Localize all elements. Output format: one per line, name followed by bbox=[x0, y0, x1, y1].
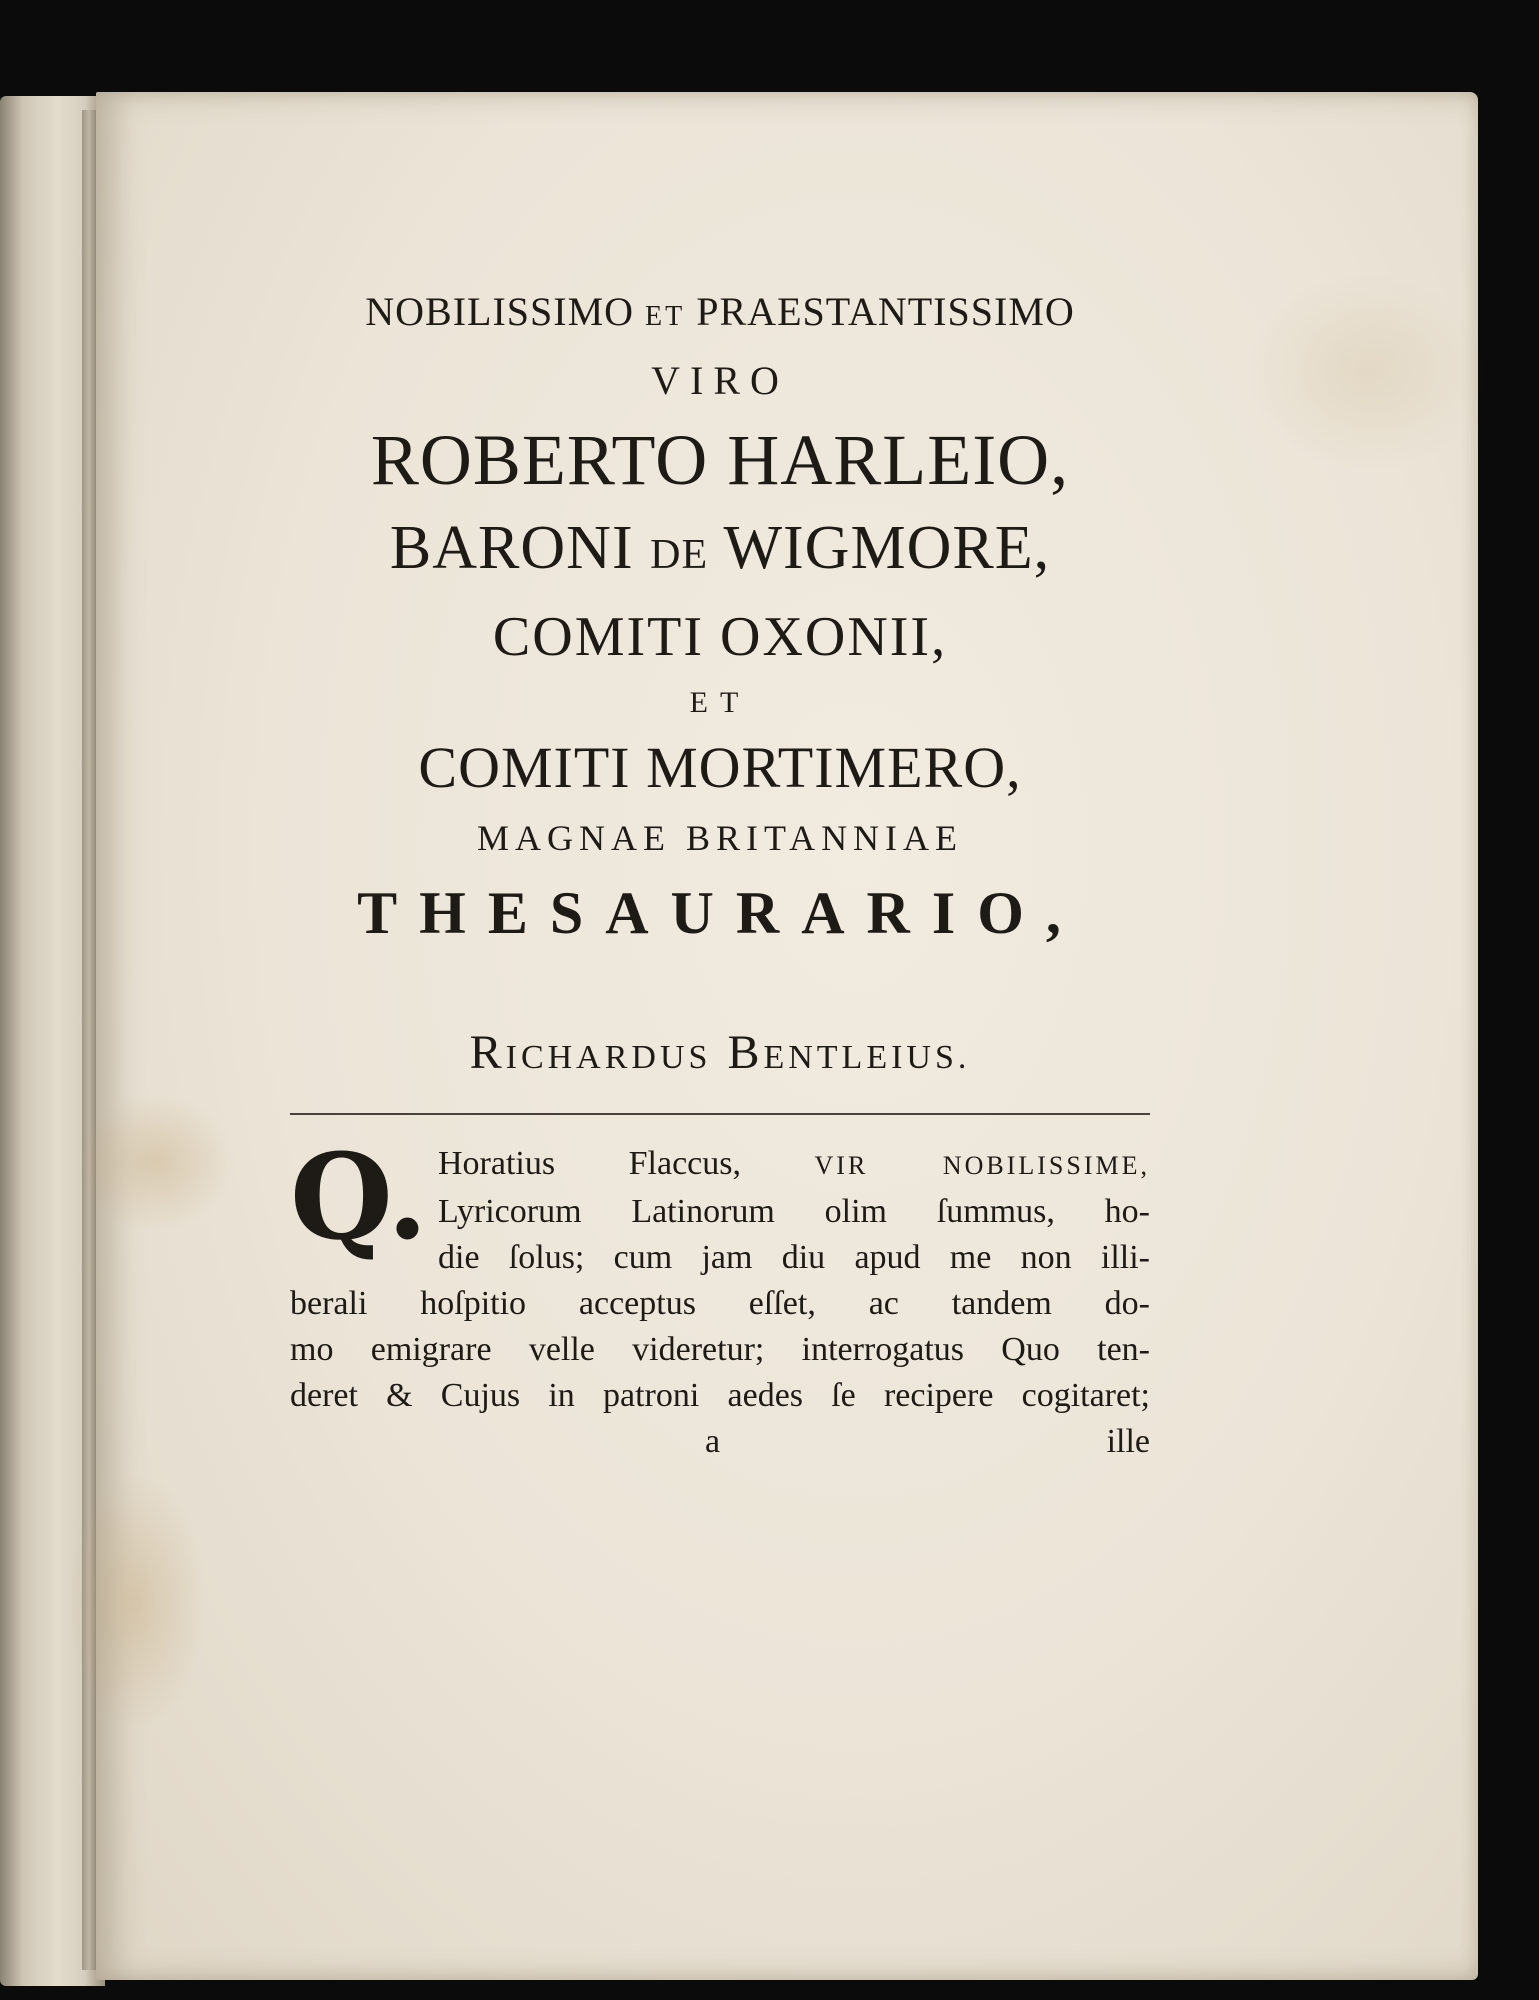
dedication-line-6: ET bbox=[689, 686, 751, 719]
title-word: ENTLEIUS. bbox=[763, 1039, 971, 1076]
small-caps-span: VIR NOBILISSIME, bbox=[814, 1151, 1150, 1180]
text-line: berali hoſpitio acceptus eſſet, ac tandem do- bbox=[290, 1285, 1150, 1322]
text-span: Horatius Flaccus, bbox=[438, 1145, 815, 1182]
title-word: NOBILISSIMO bbox=[365, 289, 635, 334]
page-footer bbox=[290, 1423, 1150, 1473]
text-line: mo emigrare velle videretur; interrogatus Quo ten- bbox=[290, 1331, 1150, 1368]
author-name bbox=[290, 1018, 1150, 1093]
text-line: die ſolus; cum jam diu apud me non illi- bbox=[438, 1239, 1150, 1276]
dedication-line-1 bbox=[290, 282, 1150, 347]
page-stain bbox=[66, 1472, 206, 1732]
dedication-line-9: THESAURARIO, bbox=[357, 880, 1083, 946]
signature-mark: a bbox=[705, 1423, 721, 1460]
dedication-line-7: COMITI MORTIMERO, bbox=[418, 735, 1022, 800]
title-word: ET bbox=[645, 301, 686, 332]
drop-cap: Q. bbox=[290, 1127, 428, 1266]
title-letter: R bbox=[469, 1026, 506, 1079]
page-stain bbox=[76, 1092, 236, 1232]
dedicatee-name: ROBERTO HARLEIO, bbox=[370, 420, 1070, 500]
title-word: DE bbox=[650, 532, 709, 578]
text-line: Lyricorum Latinorum olim ſummus, ho- bbox=[438, 1193, 1150, 1230]
catchword: ille bbox=[1106, 1423, 1150, 1460]
dedication-line-5: COMITI OXONII, bbox=[492, 606, 948, 668]
dedication-line-4 bbox=[290, 507, 1150, 596]
dedication-page bbox=[290, 282, 1150, 1473]
page-stain bbox=[1246, 272, 1486, 472]
text-line: deret & Cujus in patroni aedes ſe recipere cogitaret; bbox=[290, 1377, 1150, 1414]
dedication-line-2: VIRO bbox=[651, 358, 789, 403]
title-word: WIGMORE, bbox=[723, 514, 1051, 582]
title-word: ICHARDUS bbox=[505, 1039, 712, 1076]
divider-rule bbox=[290, 1113, 1150, 1115]
dedication-line-8: MAGNAE BRITANNIAE bbox=[476, 818, 964, 858]
dedication-text bbox=[290, 1127, 1150, 1419]
title-word: PRAESTANTISSIMO bbox=[696, 289, 1075, 334]
title-letter: B bbox=[727, 1026, 764, 1079]
title-word: BARONI bbox=[389, 514, 634, 582]
